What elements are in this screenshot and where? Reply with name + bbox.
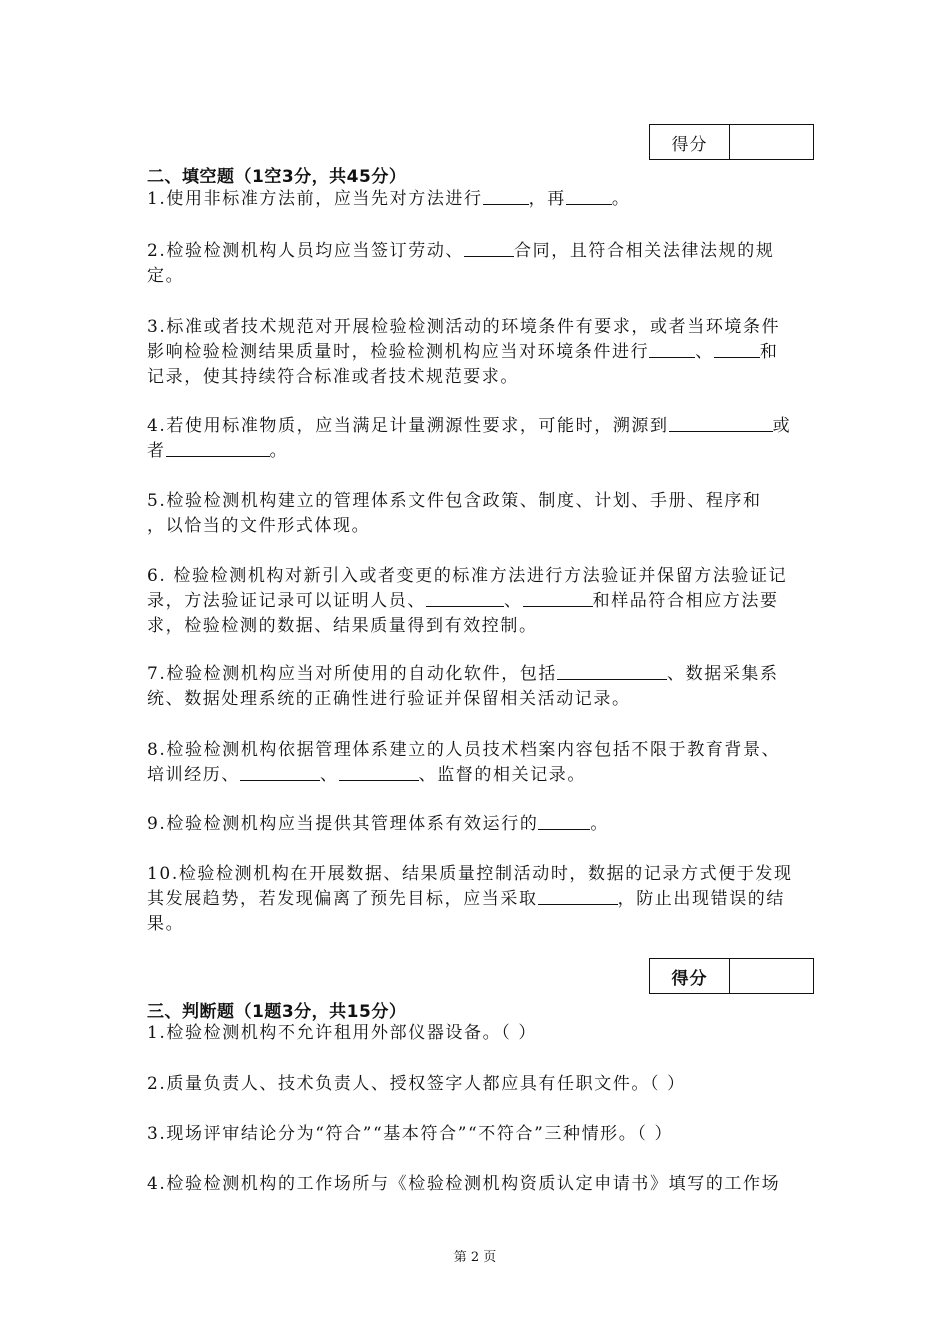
question-2-2: 2.检验检测机构人员均应当签订劳动、 合同，且符合相关法律法规的规 定。 [147,241,775,286]
answer-blank[interactable] [557,662,667,680]
page-number: 第 2 页 [453,1250,497,1265]
answer-blank[interactable] [426,589,504,607]
question-2-10: 10.检验检测机构在开展数据、结果质量控制活动时，数据的记录方式便于发现 其发展趋势，若发现偏离了预先目标，应当采取 ，防止出现错误的结 果。 [147,864,793,934]
answer-blank[interactable] [566,187,612,205]
score-value-field[interactable] [730,125,813,159]
answer-blank[interactable] [649,340,695,358]
answer-blank[interactable] [669,414,773,432]
question-3-4: 4.检验检测机构的工作场所与《检验检测机构资质认定申请书》填写的工作场 [147,1174,781,1194]
answer-blank[interactable] [538,812,590,830]
answer-blank[interactable] [714,340,760,358]
score-box-section3 [649,958,814,994]
answer-blank[interactable] [464,239,514,257]
question-3-1: 1.检验检测机构不允许租用外部仪器设备。（ ） [147,1023,537,1043]
answer-blank[interactable] [483,187,529,205]
answer-blank[interactable] [523,589,593,607]
answer-blank[interactable] [538,887,618,905]
score-label: 得分 [650,959,730,993]
question-2-3: 3.标准或者技术规范对开展检验检测活动的环境条件有要求，或者当环境条件 影响检验检测结果质量时，检验检测机构应当对环境条件进行 、 和 记录，使其持续符合标准或者技术规范要求。 [147,317,781,387]
question-2-1: 1.使用非标准方法前，应当先对方法进行 ，再 。 [147,189,631,209]
question-2-6: 6. 检验检测机构对新引入或者变更的标准方法进行方法验证并保留方法验证记 录，方法验证记录可以证明人员、 、 和样品符合相应方法要 求，检验检测的数据、结果质量得到有效控制。 [147,566,788,636]
section2-heading: 二、填空题（1空3分，共45分） [147,167,407,187]
question-2-5: 5.检验检测机构建立的管理体系文件包含政策、制度、计划、手册、程序和 ，以恰当的文件形式体现。 [147,491,762,536]
question-3-3: 3.现场评审结论分为“符合”“基本符合”“不符合”三种情形。（ ） [147,1124,674,1144]
question-2-7: 7.检验检测机构应当对所使用的自动化软件，包括 、数据采集系 统、数据处理系统的正确性进行验证并保留相关活动记录。 [147,664,779,709]
answer-blank[interactable] [339,763,419,781]
question-2-9: 9.检验检测机构应当提供其管理体系有效运行的 。 [147,814,610,834]
question-2-8: 8.检验检测机构依据管理体系建立的人员技术档案内容包括不限于教育背景、 培训经历、 、 、监督的相关记录。 [147,740,781,785]
question-2-4: 4.若使用标准物质，应当满足计量溯源性要求，可能时，溯源到 或 者 。 [147,416,792,461]
score-value-field[interactable] [730,959,813,993]
answer-blank[interactable] [166,439,270,457]
score-label: 得分 [650,125,730,159]
score-box-section2 [649,124,814,160]
question-3-2: 2.质量负责人、技术负责人、授权签字人都应具有任职文件。（ ） [147,1074,686,1094]
section3-heading: 三、判断题（1题3分，共15分） [147,1002,407,1022]
answer-blank[interactable] [240,763,320,781]
